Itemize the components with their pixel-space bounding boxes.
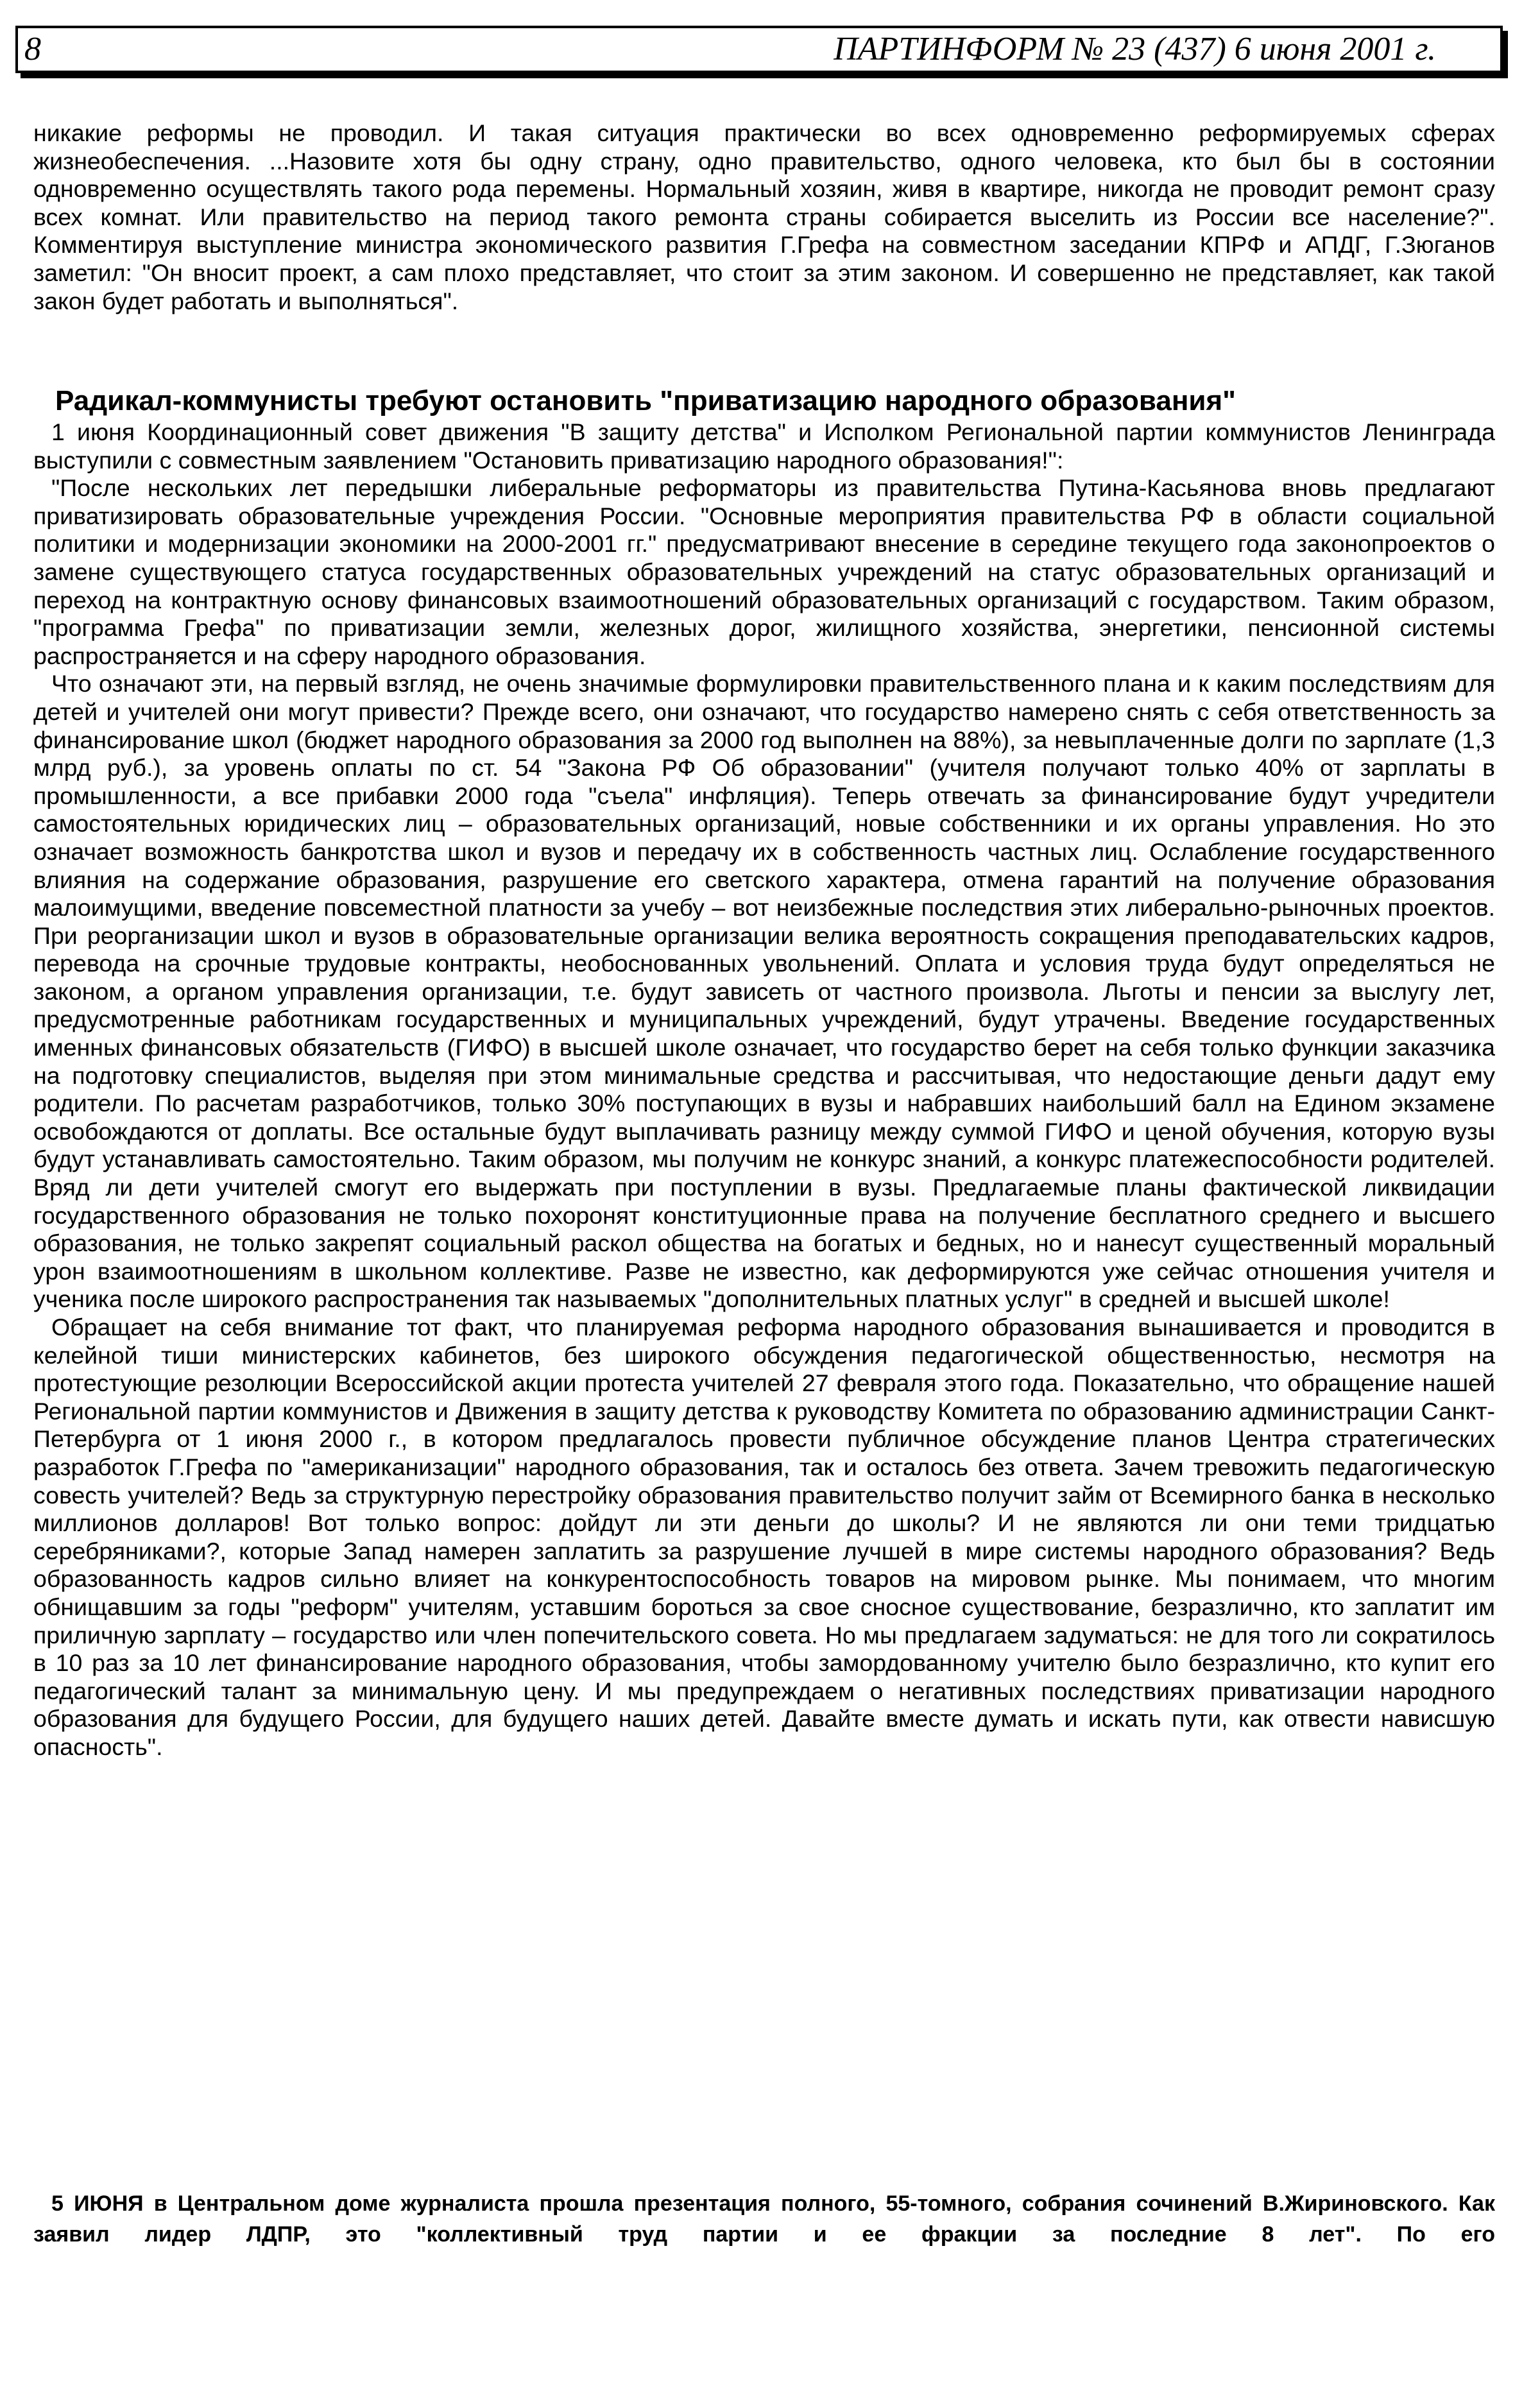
news-paragraph: 5 ИЮНЯ в Центральном доме журналиста прошла презентация полного, 55-томного, собрания сочинений В.Жириновского. Как заявил лидер ЛДПР, это "коллективный труд партии и ее фракции за последние 8 лет". По его: [33, 2191, 1495, 2247]
article-intro: [33, 119, 1495, 315]
page-number: 8: [24, 31, 41, 67]
article-body: [33, 418, 1495, 1761]
article-paragraph: Что означают эти, на первый взгляд, не очень значимые формулировки правительственного плана и к каким последствиям для детей и учителей они могут привести? Прежде всего, они означают, что государство намерено снять с себя ответственность за финансирование школ (бюджет народного образования за 2000 год выполнен на 88%), за невыплаченные долги по зарплате (1,3 млрд руб.), за уровень оплаты по ст. 54 "Закона РФ Об образовании" (учителя получают только 40% от зарплаты в промышленности, а все прибавки 2000 года "съела" инфляция). Теперь отвечать за финансирование будут учредители самостоятельных юридических лиц – образовательных организаций, новые собственники и их органы управления. Но это означает возможность банкротства школ и вузов и передачу их в собственность частных лиц. Ослабление государственного влияния на содержание образования, разрушение его светского характера, отмена гарантий на получение образования малоимущими, введение повсеместной платности за учебу – вот неизбежные последствия этих либерально-рыночных проектов. При реорганизации школ и вузов в образовательные организации велика вероятность сокращения преподавательских кадров, перевода на срочные трудовые контракты, необоснованных увольнений. Оплата и условия труда будут определяться не законом, а органом управления организации, т.е. будут зависеть от частного произвола. Льготы и пенсии за выслугу лет, предусмотренные работникам государственных и муниципальных учреждений, будут утрачены. Введение государственных именных финансовых обязательств (ГИФО) в высшей школе означает, что государство берет на себя только функции заказчика на подготовку специалистов, выделяя при этом минимальные средства и рассчитывая, что недостающие деньги дадут ему родители. По расчетам разработчиков, только 30% поступающих в вузы и набравших наибольший балл на Едином экзамене освобождаются от доплаты. Все остальные будут выплачивать разницу между суммой ГИФО и ценой обучения, которую вузы будут устанавливать самостоятельно. Таким образом, мы получим не конкурс знаний, а конкурс платежеспособности родителей. Вряд ли дети учителей смогут его выдержать при поступлении в вузы. Предлагаемые планы фактической ликвидации государственного образования не только похоронят конституционные права на получение бесплатного среднего и высшего образования, не только закрепят социальный раскол общества на богатых и бедных, но и нанесут существенный моральный урон взаимоотношениям в школьном коллективе. Разве не известно, как деформируются уже сейчас отношения учителя и ученика после широкого распространения так называемых "дополнительных платных услуг" в средней и высшей школе!: [33, 670, 1495, 1313]
article-paragraph: "После нескольких лет передышки либеральные реформаторы из правительства Путина-Касьянова вновь предлагают приватизировать образовательные учреждения России. "Основные мероприятия правительства РФ в области социальной политики и модернизации экономики на 2000-2001 гг." предусматривают внесение в середине текущего года законопроектов о замене существующего статуса государственных образовательных учреждений на статус образовательных организаций и переход на контрактную основу финансовых взаимоотношений образовательных организаций с государством. Таким образом, "программа Грефа" по приватизации земли, железных дорог, жилищного хозяйства, энергетики, пенсионной системы распространяется и на сферу народного образования.: [33, 474, 1495, 669]
article-paragraph: Обращает на себя внимание тот факт, что планируемая реформа народного образования вынашивается и проводится в келейной тиши министерских кабинетов, без широкого обсуждения педагогической общественностью, несмотря на протестующие резолюции Всероссийской акции протеста учителей 27 февраля этого года. Показательно, что обращение нашей Региональной партии коммунистов и Движения в защиту детства к руководству Комитета по образованию администрации Санкт-Петербурга от 1 июня 2000 г., в котором предлагалось провести публичное обсуждение планов Центра стратегических разработок Г.Грефа по "американизации" народного образования, так и осталось без ответа. Зачем тревожить педагогическую совесть учителей? Ведь за структурную перестройку образования правительство получит займ от Всемирного банка в несколько миллионов долларов! Вот только вопрос: дойдут ли эти деньги до школы? И не являются ли они теми тридцатью серебряниками?, которые Запад намерен заплатить за разрушение лучшей в мире системы народного образования? Ведь образованность кадров сильно влияет на конкурентоспособность товаров на мировом рынке. Мы понимаем, что многим обнищавшим за годы "реформ" учителям, уставшим бороться за свое сносное существование, безразлично, кто заплатит им приличную зарплату – государство или член попечительского совета. Но мы предлагаем задуматься: не для того ли сократилось в 10 раз за 10 лет финансирование народного образования, чтобы замордованному учителю было безразлично, кто купит его педагогический талант за минимальную цену. И мы предупреждаем о негативных последствиях приватизации народного образования для будущего России, для будущего наших детей. Давайте вместе думать и искать пути, как отвести нависшую опасность".: [33, 1314, 1495, 1760]
article-headline: Радикал-коммунисты требуют остановить "приватизацию народного образования": [55, 385, 1236, 416]
intro-paragraph: никакие реформы не проводил. И такая ситуация практически во всех одновременно реформируемых сферах жизнеобеспечения. ...Назовите хотя бы одну страну, одно правительство, одного человека, кто был бы в состоянии одновременно осуществлять такого рода перемены. Нормальный хозяин, живя в квартире, никогда не проводит ремонт сразу всех комнат. Или правительство на период такого ремонта страны собирается выселить из России все население?". Комментируя выступление министра экономического развития Г.Грефа на совместном заседании КПРФ и АПДГ, Г.Зюганов заметил: "Он вносит проект, а сам плохо представляет, что стоит за этим законом. И совершенно не представляет, как такой закон будет работать и выполняться".: [33, 119, 1495, 314]
news-item: [33, 2188, 1495, 2250]
newspaper-issue-title: ПАРТИНФОРМ № 23 (437) 6 июня 2001 г.: [834, 31, 1436, 67]
page-header: [15, 26, 1503, 73]
article-paragraph: 1 июня Координационный совет движения "В защиту детства" и Исполком Региональной партии коммунистов Ленинграда выступили с совместным заявлением "Остановить приватизацию народного образования!":: [33, 418, 1495, 474]
